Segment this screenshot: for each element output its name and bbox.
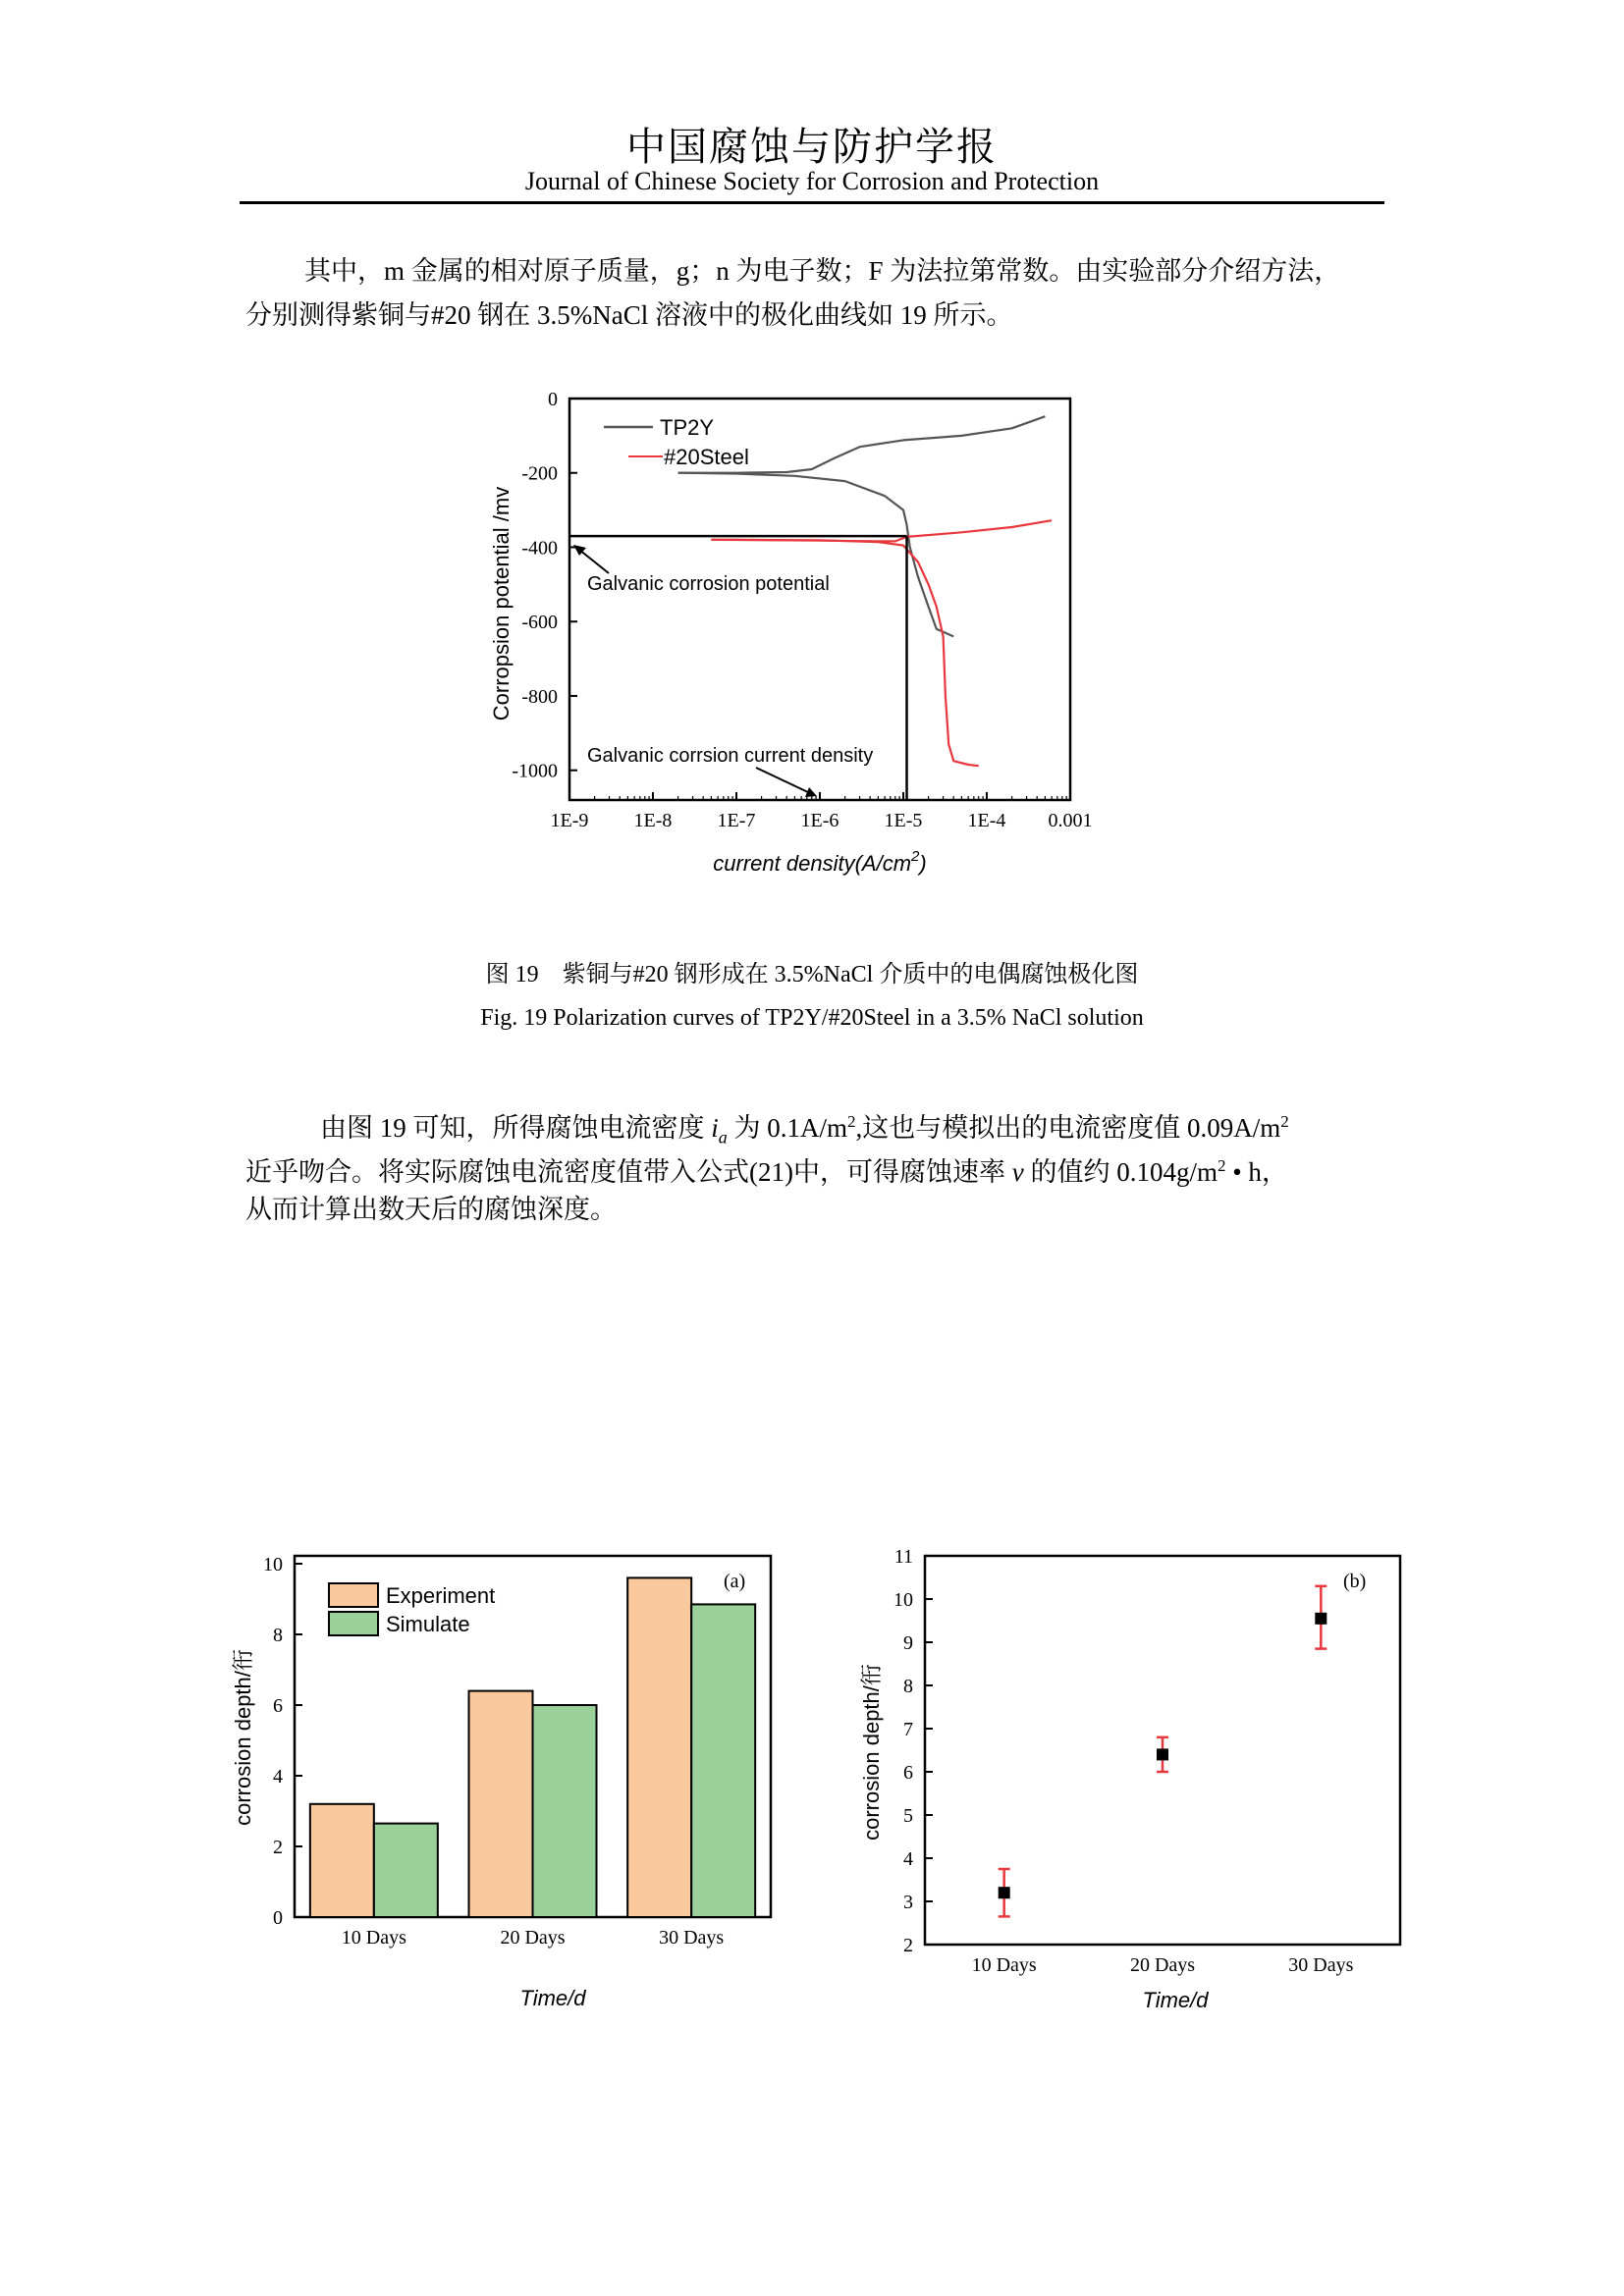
figa-ytick-label: 0 bbox=[273, 1907, 283, 1929]
fig19-ytick-label: -800 bbox=[521, 685, 558, 708]
legend-label-experiment: Experiment bbox=[386, 1583, 496, 1608]
journal-title-cn: 中国腐蚀与防护学报 bbox=[626, 125, 998, 169]
figb-xlabel: Time/d bbox=[1142, 1988, 1209, 2012]
figb-ytick-label: 7 bbox=[903, 1719, 913, 1740]
figb-data-point bbox=[999, 1887, 1010, 1898]
figa-xlabel: Time/d bbox=[519, 1986, 586, 2010]
figb-xtick-label: 30 Days bbox=[1288, 1954, 1354, 1976]
figa-bar-simulate bbox=[374, 1824, 438, 1917]
figb-xtick-label: 10 Days bbox=[971, 1954, 1037, 1976]
figa-bar-experiment bbox=[469, 1691, 533, 1917]
figb-data-point bbox=[1315, 1613, 1326, 1625]
figa-panel-label: (a) bbox=[724, 1571, 746, 1592]
figb-ytick-label: 11 bbox=[893, 1546, 913, 1568]
legend-swatch-experiment bbox=[329, 1583, 378, 1607]
paragraph2-line2: 近乎吻合。将实际腐蚀电流密度值带入公式(21)中，可得腐蚀速率 v 的值约 $0.104g/m^2$ • h， bbox=[245, 1156, 1288, 1187]
figure19-chart bbox=[471, 383, 1119, 893]
figa-ylabel: corrosion depth/衎 bbox=[231, 1649, 255, 1826]
legend-label-simulate: Simulate bbox=[386, 1612, 470, 1636]
figb-panel-label: (b) bbox=[1343, 1571, 1367, 1592]
figa-ytick-label: 2 bbox=[273, 1837, 283, 1858]
fig19-xtick-label: 1E-8 bbox=[633, 810, 673, 831]
fig19-ylabel: Corropsion potential /mv bbox=[489, 486, 514, 721]
fig19-series-group bbox=[569, 416, 1052, 800]
figb-xtick-label: 20 Days bbox=[1129, 1954, 1196, 1976]
figb-axes bbox=[893, 1546, 1354, 1976]
fig19-ytick-label: 0 bbox=[548, 389, 558, 410]
annotation-galvanic-potential: Galvanic corrosion potential bbox=[587, 573, 830, 595]
figa-xtick-label: 20 Days bbox=[500, 1927, 566, 1949]
paragraph2-line3: 从而计算出数天后的腐蚀深度。 bbox=[245, 1195, 617, 1224]
annotation-galvanic-current: Galvanic corrsion current density bbox=[587, 745, 874, 767]
figa-ytick-label: 4 bbox=[273, 1766, 283, 1788]
figa-ytick-label: 8 bbox=[273, 1625, 283, 1646]
journal-title-en: Journal of Chinese Society for Corrosion and Protection bbox=[524, 167, 1100, 195]
figb-ytick-label: 2 bbox=[903, 1935, 913, 1956]
fig19-ytick-label: -200 bbox=[521, 462, 558, 485]
figa-bar-simulate bbox=[691, 1604, 755, 1917]
arrow-potential bbox=[579, 550, 609, 573]
fig19-xlabel: current $density(A/cm^2)$ bbox=[713, 848, 927, 876]
figure-b-scatter-chart bbox=[846, 1541, 1416, 2032]
figa-bar-experiment bbox=[627, 1577, 691, 1917]
fig19-caption-cn: 图 19 紫铜与#20 钢形成在 3.5%NaCl 介质中的电偶腐蚀极化图 bbox=[485, 962, 1139, 988]
arrow-current bbox=[756, 768, 810, 793]
paragraph1-line1: 其中，m 金属的相对原子质量，g；n 为电子数；F 为法拉第常数。由实验部分介绍方法， bbox=[304, 256, 1341, 286]
legend-swatch-simulate bbox=[329, 1612, 378, 1635]
fig19-xtick-label: 1E-6 bbox=[800, 810, 839, 831]
fig19-ytick-label: -400 bbox=[521, 537, 558, 560]
fig19-plot-frame bbox=[569, 399, 1070, 800]
fig19-caption-en: Fig. 19 Polarization curves of TP2Y/#20Steel in a 3.5% NaCl solution bbox=[480, 1005, 1144, 1031]
figb-ytick-label: 6 bbox=[903, 1762, 913, 1784]
fig19-ytick-label: -600 bbox=[521, 612, 558, 634]
figb-ylabel: corrosion depth/衎 bbox=[859, 1664, 884, 1841]
figb-points bbox=[999, 1586, 1327, 1917]
figa-ytick-label: 10 bbox=[263, 1554, 283, 1575]
legend-label-steel: #20Steel bbox=[664, 445, 749, 469]
figa-bar-simulate bbox=[533, 1705, 597, 1917]
figa-bar-experiment bbox=[310, 1804, 374, 1917]
figb-ytick-label: 9 bbox=[903, 1632, 913, 1654]
paragraph2-line1: 由图 19 可知，所得腐蚀电流密度 $i_a$ 为 $0.1A/m^2$,这也与模拟出的电流密度值 $0.09A/m^2$ bbox=[320, 1112, 1289, 1148]
figb-ytick-label: 3 bbox=[903, 1892, 913, 1913]
fig19-xtick-label: 1E-5 bbox=[884, 810, 923, 831]
figb-ytick-label: 5 bbox=[903, 1805, 913, 1827]
fig19-xtick-label: 1E-9 bbox=[550, 810, 589, 831]
header-rule bbox=[240, 201, 1384, 204]
paragraph1-line2: 分别测得紫铜与#20 钢在 3.5%NaCl 溶液中的极化曲线如 19 所示。 bbox=[245, 300, 1013, 330]
figb-data-point bbox=[1157, 1748, 1168, 1760]
figa-xtick-label: 10 Days bbox=[341, 1927, 406, 1949]
figure-a-bar-chart bbox=[221, 1541, 790, 2032]
fig19-series--20steel bbox=[711, 520, 1052, 541]
figb-ytick-label: 8 bbox=[903, 1676, 913, 1697]
legend-label-tp2y: TP2Y bbox=[660, 415, 715, 440]
fig19-ytick-label: -1000 bbox=[512, 760, 558, 782]
fig19-xtick-label: 1E-4 bbox=[967, 810, 1006, 831]
figb-ytick-label: 4 bbox=[903, 1848, 913, 1870]
fig19-xtick-label: 0.001 bbox=[1048, 810, 1093, 831]
figb-ytick-label: 10 bbox=[893, 1589, 913, 1611]
figa-ytick-label: 6 bbox=[273, 1695, 283, 1717]
fig19-xtick-label: 1E-7 bbox=[717, 810, 756, 831]
figa-xtick-label: 30 Days bbox=[659, 1927, 725, 1949]
